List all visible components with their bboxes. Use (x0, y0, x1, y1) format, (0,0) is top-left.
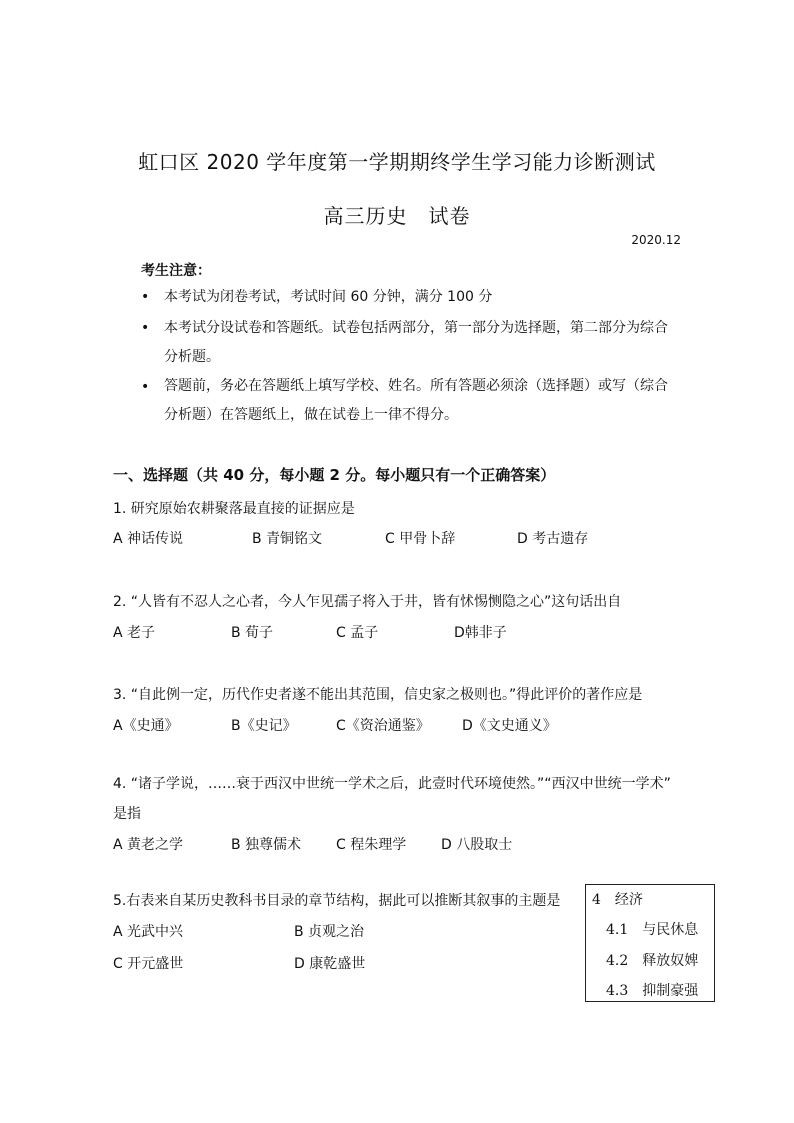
bullet-icon: • (141, 320, 150, 336)
notice-item-3 (164, 372, 668, 430)
option-d: D韩非子 (454, 625, 507, 641)
notice-line: 本考试为闭卷考试，考试时间 60 分钟，满分 100 分 (164, 289, 493, 305)
notice-line: 分析题。 (164, 349, 220, 365)
option-d: D 考古遗存 (517, 531, 589, 547)
exam-title: 虹口区 2020 学年度第一学期期终学生学习能力诊断测试 (138, 150, 656, 174)
notice-line: 本考试分设试卷和答题纸。试卷包括两部分，第一部分为选择题，第二部分为综合 (164, 320, 668, 336)
question-stem: 4. “诸子学说，……衰于西汉中世统一学术之后，此壹时代环境使然。”“西汉中世统一学术” (113, 776, 671, 792)
notice-heading: 考生注意： (141, 263, 211, 279)
option-a: A 老子 (113, 625, 156, 641)
exam-subtitle: 高三历史 试卷 (323, 204, 471, 228)
notice-item-2 (164, 314, 668, 372)
option-c: C 程朱理学 (336, 837, 407, 853)
option-d: D 八股取士 (441, 837, 513, 853)
option-a: A《史通》 (113, 718, 179, 734)
notice-line: 答题前，务必在答题纸上填写学校、姓名。所有答题必须涂（选择题）或写（综合 (164, 378, 668, 394)
toc-row: 4.3 抑制豪强 (606, 983, 699, 999)
toc-chapter: 4 经济 (592, 892, 643, 908)
option-d: D 康乾盛世 (294, 956, 366, 972)
question-stem: 2. “人皆有不忍人之心者，今人乍见孺子将入于井，皆有怵惕恻隐之心”这句话出自 (113, 594, 622, 610)
toc-row: 4.2 释放奴婢 (606, 953, 699, 969)
option-b: B《史记》 (231, 718, 297, 734)
notice-line: 分析题）在答题纸上，做在试卷上一律不得分。 (164, 407, 458, 423)
option-c: C《资治通鉴》 (336, 718, 430, 734)
option-c: C 甲骨卜辞 (385, 531, 456, 547)
option-b: B 青铜铭文 (252, 531, 323, 547)
option-c: C 开元盛世 (113, 956, 184, 972)
option-b: B 独尊儒术 (231, 837, 302, 853)
bullet-icon: • (141, 379, 150, 395)
option-c: C 孟子 (336, 625, 379, 641)
question-stem: 3. “自此例一定，历代作史者遂不能出其范围，信史家之极则也。”得此评价的著作应是 (113, 687, 643, 703)
question-stem: 5.右表来自某历史教科书目录的章节结构，据此可以推断其叙事的主题是 (113, 893, 561, 909)
notice-item-1 (164, 283, 492, 312)
toc-row: 4.1 与民休息 (606, 922, 699, 938)
option-a: A 黄老之学 (113, 837, 184, 853)
toc-table (585, 884, 715, 1002)
option-b: B 贞观之治 (294, 924, 365, 940)
exam-date: 2020.12 (631, 233, 681, 247)
option-a: A 神话传说 (113, 531, 184, 547)
bullet-icon: • (141, 289, 150, 305)
section-heading: 一、选择题（共 40 分，每小题 2 分。每小题只有一个正确答案） (113, 466, 556, 484)
question-stem: 1. 研究原始农耕聚落最直接的证据应是 (113, 501, 355, 517)
option-a: A 光武中兴 (113, 924, 184, 940)
question-stem-cont: 是指 (113, 806, 141, 822)
option-d: D《文史通义》 (462, 718, 557, 734)
option-b: B 荀子 (231, 625, 274, 641)
